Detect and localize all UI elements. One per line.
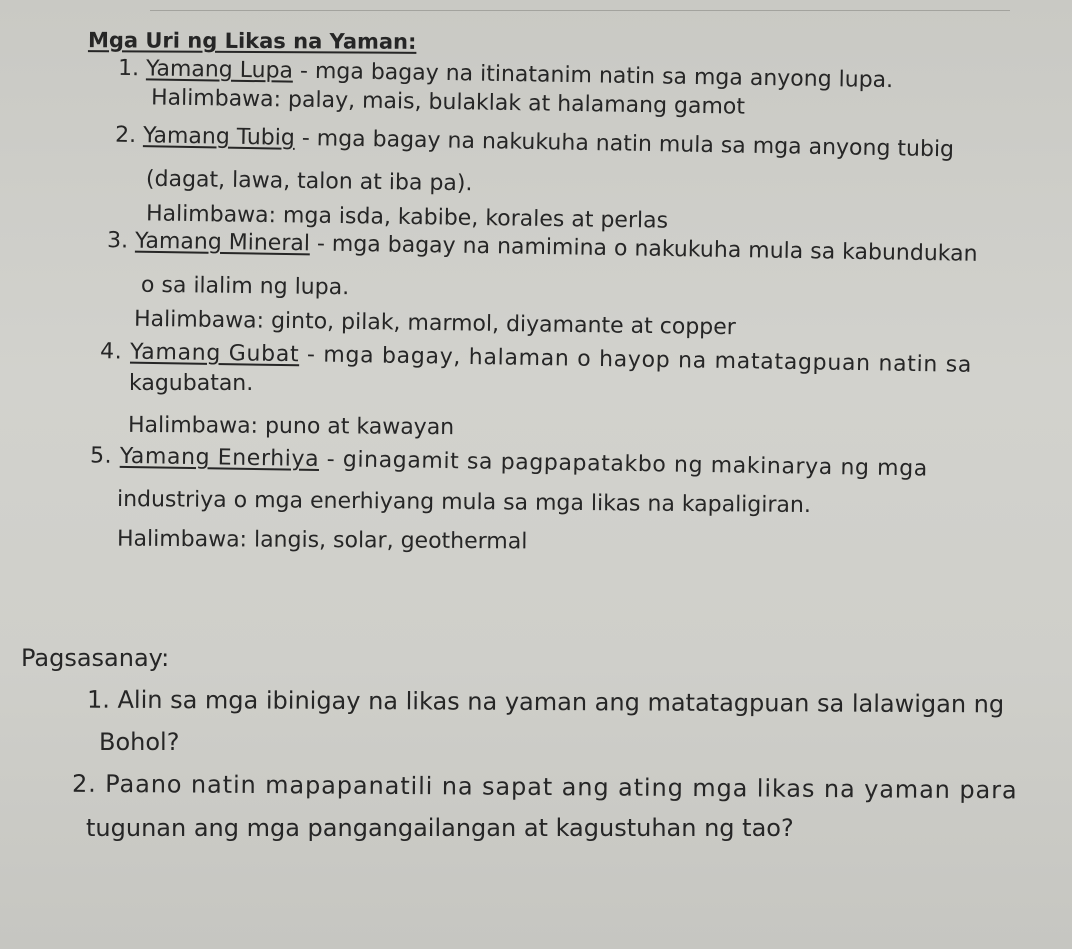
item-number: 1. <box>117 55 140 82</box>
item-term: Yamang Mineral <box>134 228 311 257</box>
item-3-line <box>107 230 978 266</box>
item-number: 3. <box>106 228 129 254</box>
question-2-line-2: tugunan ang mga pangangailangan at kagustuhan ng tao? <box>86 814 794 842</box>
item-definition: - mga bagay na itinatanim natin sa mga anyong lupa. <box>299 58 894 94</box>
item-number: 5. <box>89 443 113 469</box>
item-1-example: Halimbawa: palay, mais, bulaklak at halamang gamot <box>150 85 746 120</box>
item-definition: - mga bagay na namimina o nakukuha mula sa kabundukan <box>316 231 978 267</box>
top-rule-line <box>150 10 1010 11</box>
question-1-line-1: 1. Alin sa mga ibinigay na likas na yaman ang matatagpuan sa lalawigan ng <box>86 685 1005 719</box>
item-3-example: Halimbawa: ginto, pilak, marmol, diyamante at copper <box>133 306 736 341</box>
item-2-line <box>114 122 955 163</box>
item-2-example: Halimbawa: mga isda, kabibe, korales at perlas <box>145 201 669 234</box>
item-4-example: Halimbawa: puno at kawayan <box>127 412 455 441</box>
page-title: Mga Uri ng Likas na Yaman: <box>87 28 417 54</box>
item-2-definition-cont: (dagat, lawa, talon at iba pa). <box>145 166 473 197</box>
item-term: Yamang Lupa <box>145 56 294 84</box>
question-1-line-2: Bohol? <box>99 728 180 756</box>
item-5-example: Halimbawa: langis, solar, geothermal <box>116 526 528 555</box>
item-5-line <box>90 445 928 480</box>
item-term: Yamang Gubat <box>129 339 300 368</box>
item-definition: - ginagamit sa pagpapatakbo ng makinarya ng mga <box>326 447 929 482</box>
item-4-definition-cont: kagubatan. <box>129 371 254 396</box>
item-definition: - mga bagay na nakukuha natin mula sa mga anyong tubig <box>301 125 955 163</box>
item-definition: - mga bagay, halaman o hayop na matatagpuan natin sa <box>306 342 973 378</box>
item-5-definition-cont: industriya o mga enerhiyang mula sa mga likas na kapaligiran. <box>116 486 812 519</box>
item-term: Yamang Tubig <box>142 123 296 151</box>
item-3-definition-cont: o sa ilalim ng lupa. <box>140 272 350 301</box>
exercise-heading: Pagsasanay: <box>21 644 170 672</box>
item-term: Yamang Enerhiya <box>119 443 320 473</box>
question-2-line-1: 2. Paano natin mapapanatili na sapat ang ating mga likas na yaman para <box>71 769 1018 805</box>
item-number: 4. <box>99 339 123 365</box>
item-number: 2. <box>114 122 137 149</box>
